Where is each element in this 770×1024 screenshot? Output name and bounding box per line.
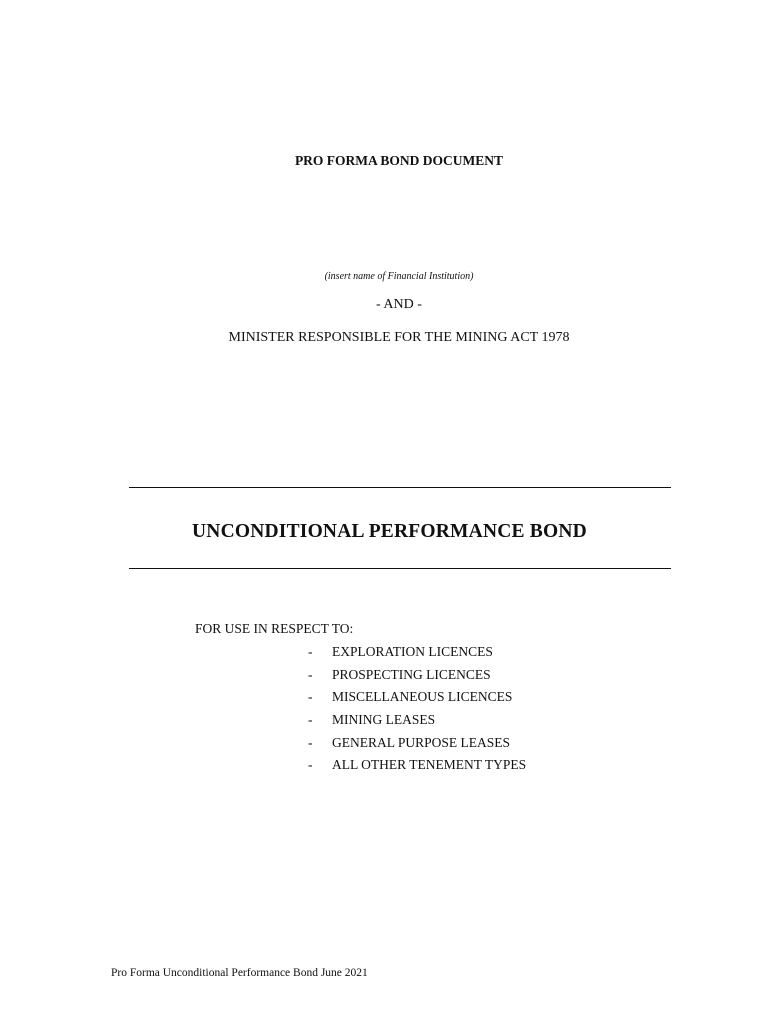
for-use-label: FOR USE IN RESPECT TO: [195,621,354,636]
tenement-type: MINING LEASES [332,712,436,728]
list-marker: - [308,666,313,682]
list-item [308,667,526,690]
and-separator: - AND - [376,297,422,312]
list-item [308,712,526,735]
list-marker: - [308,757,313,773]
bottom-divider [129,568,671,569]
list-marker: - [308,689,313,705]
tenement-type: MISCELLANEOUS LICENCES [332,689,513,705]
list-item [308,757,526,780]
list-item [308,735,526,758]
list-marker: - [308,734,313,750]
bond-title: UNCONDITIONAL PERFORMANCE BOND [192,521,587,542]
list-item [308,689,526,712]
top-divider [129,487,671,488]
list-item [308,644,526,667]
tenement-type: GENERAL PURPOSE LEASES [332,734,511,750]
list-marker: - [308,712,313,728]
document-heading: PRO FORMA BOND DOCUMENT [294,153,504,168]
financial-institution-placeholder: (insert name of Financial Institution) [324,271,474,282]
tenement-type: EXPLORATION LICENCES [332,644,493,659]
page-footer: Pro Forma Unconditional Performance Bond June 2021 [111,967,368,979]
tenement-type: PROSPECTING LICENCES [332,666,491,682]
tenement-type-list [308,644,526,780]
counterparty-name: MINISTER RESPONSIBLE FOR THE MINING ACT 1978 [228,330,570,345]
tenement-type: ALL OTHER TENEMENT TYPES [332,757,527,773]
list-marker: - [308,644,313,659]
